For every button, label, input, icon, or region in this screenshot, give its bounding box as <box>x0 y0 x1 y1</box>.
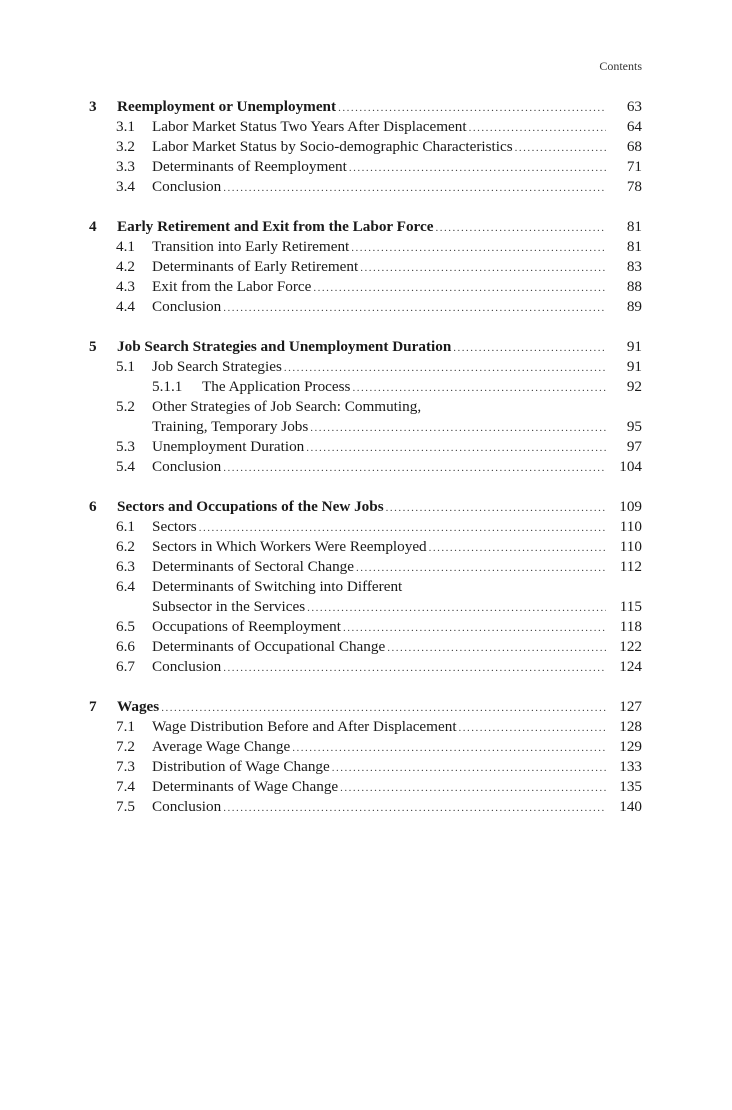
running-head: Contents <box>599 59 642 73</box>
section-number: 5.1.1 <box>152 378 183 395</box>
page-number: 88 <box>626 278 642 295</box>
table-of-contents <box>0 97 732 837</box>
section-number: 5.3 <box>116 438 135 455</box>
section-title: Unemployment Duration <box>152 438 305 455</box>
dot-leader <box>306 438 606 458</box>
section-title: Job Search Strategies <box>152 358 282 375</box>
dot-leader <box>307 598 606 618</box>
section-title: Determinants of Occupational Change <box>152 638 386 655</box>
section-title: Labor Market Status by Socio-demographic Characteristics <box>152 138 513 155</box>
section-number: 3.1 <box>116 118 135 135</box>
entry-line <box>152 777 642 798</box>
section-number: 5.2 <box>116 398 135 415</box>
page-number: 124 <box>619 658 642 675</box>
dot-leader <box>356 558 606 578</box>
dot-leader <box>459 718 606 738</box>
entry-line <box>152 617 642 638</box>
chapter-title: Sectors and Occupations of the New Jobs <box>117 498 384 515</box>
section-title: Determinants of Switching into Different <box>152 578 403 595</box>
dot-leader <box>351 238 606 258</box>
entry-line <box>152 577 642 597</box>
entry-line <box>152 157 642 178</box>
entry-line <box>152 657 642 678</box>
page-number: 83 <box>626 258 642 275</box>
section-number: 7.1 <box>116 718 135 735</box>
section-number: 7.3 <box>116 758 135 775</box>
section-entry[interactable] <box>0 797 732 817</box>
section-title: Subsector in the Services <box>152 598 306 615</box>
section-entry[interactable] <box>0 557 732 577</box>
chapter-title: Early Retirement and Exit from the Labor Force <box>117 218 434 235</box>
section-title: Distribution of Wage Change <box>152 758 330 775</box>
section-title: Other Strategies of Job Search: Commuting, <box>152 398 422 415</box>
page-number: 133 <box>619 758 642 775</box>
chapter-number: 7 <box>89 698 97 715</box>
dot-leader <box>515 138 606 158</box>
entry-line <box>152 597 642 618</box>
section-number: 3.2 <box>116 138 135 155</box>
section-entry[interactable] <box>0 457 732 477</box>
section-title: Sectors <box>152 518 197 535</box>
page-number: 127 <box>619 698 642 715</box>
page-number: 140 <box>619 798 642 815</box>
section-title: Determinants of Sectoral Change <box>152 558 355 575</box>
section-entry-continued[interactable] <box>0 417 732 437</box>
section-title: The Application Process <box>202 378 351 395</box>
section-title: Sectors in Which Workers Were Reemployed <box>152 538 427 555</box>
section-entry[interactable] <box>0 577 732 597</box>
dot-leader <box>332 758 606 778</box>
page-number: 97 <box>626 438 642 455</box>
section-number: 5.4 <box>116 458 135 475</box>
entry-line <box>202 377 642 398</box>
entry-line <box>152 117 642 138</box>
chapter-title: Job Search Strategies and Unemployment Duration <box>117 338 452 355</box>
chapter-entry[interactable] <box>0 97 732 117</box>
entry-line <box>152 757 642 778</box>
dot-leader <box>284 358 606 378</box>
dot-leader <box>338 98 606 118</box>
section-number: 6.6 <box>116 638 135 655</box>
section-title: Conclusion <box>152 458 222 475</box>
section-number: 7.2 <box>116 738 135 755</box>
section-entry[interactable] <box>0 637 732 657</box>
section-entry[interactable] <box>0 537 732 557</box>
chapter-block <box>0 497 732 677</box>
section-title: Determinants of Wage Change <box>152 778 339 795</box>
section-entry[interactable] <box>0 297 732 317</box>
section-entry[interactable] <box>0 277 732 297</box>
dot-leader <box>199 518 606 538</box>
section-number: 6.5 <box>116 618 135 635</box>
page-number: 68 <box>626 138 642 155</box>
section-title: Determinants of Reemployment <box>152 158 347 175</box>
section-number: 6.1 <box>116 518 135 535</box>
dot-leader <box>223 458 606 478</box>
chapter-title: Wages <box>117 698 160 715</box>
page-number: 81 <box>626 238 642 255</box>
dot-leader <box>469 118 606 138</box>
page-number: 71 <box>626 158 642 175</box>
page-number: 81 <box>626 218 642 235</box>
section-title: Average Wage Change <box>152 738 291 755</box>
page-number: 78 <box>626 178 642 195</box>
chapter-block <box>0 97 732 197</box>
chapter-block <box>0 697 732 817</box>
entry-line <box>152 417 642 438</box>
section-number: 4.2 <box>116 258 135 275</box>
section-title: Occupations of Reemployment <box>152 618 341 635</box>
page-number: 63 <box>626 98 642 115</box>
section-number: 6.4 <box>116 578 135 595</box>
dot-leader <box>223 298 606 318</box>
dot-leader <box>360 258 606 278</box>
dot-leader <box>352 378 606 398</box>
dot-leader <box>340 778 606 798</box>
section-title: Labor Market Status Two Years After Displacement <box>152 118 467 135</box>
entry-line <box>152 557 642 578</box>
section-entry[interactable] <box>0 737 732 757</box>
dot-leader <box>343 618 606 638</box>
section-entry[interactable] <box>0 257 732 277</box>
dot-leader <box>436 218 607 238</box>
chapter-block <box>0 337 732 477</box>
section-entry[interactable] <box>0 757 732 777</box>
dot-leader <box>223 658 606 678</box>
entry-line <box>152 517 642 538</box>
chapter-number: 5 <box>89 338 97 355</box>
dot-leader <box>223 798 606 818</box>
chapter-entry[interactable] <box>0 497 732 517</box>
section-number: 4.3 <box>116 278 135 295</box>
dot-leader <box>387 638 606 658</box>
entry-line <box>152 737 642 758</box>
section-number: 7.4 <box>116 778 135 795</box>
section-entry[interactable] <box>0 137 732 157</box>
section-entry[interactable] <box>0 397 732 417</box>
entry-line <box>117 337 642 358</box>
section-entry[interactable] <box>0 717 732 737</box>
entry-line <box>152 637 642 658</box>
section-title: Conclusion <box>152 178 222 195</box>
page-number: 95 <box>626 418 642 435</box>
chapter-entry[interactable] <box>0 697 732 717</box>
section-title: Exit from the Labor Force <box>152 278 312 295</box>
page-number: 115 <box>619 598 642 615</box>
section-number: 6.7 <box>116 658 135 675</box>
section-number: 4.4 <box>116 298 135 315</box>
dot-leader <box>453 338 606 358</box>
entry-line <box>117 697 642 718</box>
page-number: 89 <box>626 298 642 315</box>
entry-line <box>152 537 642 558</box>
section-number: 4.1 <box>116 238 135 255</box>
entry-line <box>152 237 642 258</box>
page-number: 109 <box>619 498 642 515</box>
section-title: Transition into Early Retirement <box>152 238 350 255</box>
dot-leader <box>313 278 606 298</box>
section-title: Conclusion <box>152 298 222 315</box>
dot-leader <box>386 498 606 518</box>
section-number: 3.4 <box>116 178 135 195</box>
section-entry[interactable] <box>0 517 732 537</box>
section-number: 3.3 <box>116 158 135 175</box>
entry-line <box>152 137 642 158</box>
chapter-title: Reemployment or Unemployment <box>117 98 337 115</box>
section-entry[interactable] <box>0 237 732 257</box>
page-number: 64 <box>626 118 642 135</box>
dot-leader <box>223 178 606 198</box>
page-number: 122 <box>619 638 642 655</box>
section-title: Wage Distribution Before and After Displacement <box>152 718 457 735</box>
entry-line <box>152 797 642 818</box>
entry-line <box>117 217 642 238</box>
entry-line <box>152 257 642 278</box>
section-entry[interactable] <box>0 157 732 177</box>
entry-line <box>152 397 642 417</box>
chapter-number: 6 <box>89 498 97 515</box>
page-number: 128 <box>619 718 642 735</box>
section-entry-continued[interactable] <box>0 597 732 617</box>
section-entry[interactable] <box>0 657 732 677</box>
section-entry[interactable] <box>0 777 732 797</box>
subsection-entry[interactable] <box>0 377 732 397</box>
entry-line <box>152 437 642 458</box>
section-number: 5.1 <box>116 358 135 375</box>
section-entry[interactable] <box>0 357 732 377</box>
page-number: 118 <box>619 618 642 635</box>
entry-line <box>117 497 642 518</box>
section-title: Conclusion <box>152 798 222 815</box>
section-entry[interactable] <box>0 437 732 457</box>
chapter-number: 3 <box>89 98 97 115</box>
dot-leader <box>292 738 606 758</box>
section-number: 6.3 <box>116 558 135 575</box>
chapter-entry[interactable] <box>0 337 732 357</box>
section-title: Conclusion <box>152 658 222 675</box>
page-number: 91 <box>626 338 642 355</box>
chapter-block <box>0 217 732 317</box>
section-entry[interactable] <box>0 117 732 137</box>
entry-line <box>152 277 642 298</box>
page-number: 104 <box>619 458 642 475</box>
dot-leader <box>429 538 606 558</box>
section-title: Determinants of Early Retirement <box>152 258 359 275</box>
page-number: 135 <box>619 778 642 795</box>
page-number: 91 <box>626 358 642 375</box>
chapter-number: 4 <box>89 218 97 235</box>
section-entry[interactable] <box>0 177 732 197</box>
entry-line <box>117 97 642 118</box>
page-number: 129 <box>619 738 642 755</box>
entry-line <box>152 357 642 378</box>
dot-leader <box>310 418 606 438</box>
page-number: 110 <box>619 518 642 535</box>
entry-line <box>152 717 642 738</box>
entry-line <box>152 297 642 318</box>
section-number: 7.5 <box>116 798 135 815</box>
page-number: 110 <box>619 538 642 555</box>
entry-line <box>152 177 642 198</box>
chapter-entry[interactable] <box>0 217 732 237</box>
dot-leader <box>161 698 606 718</box>
dot-leader <box>349 158 606 178</box>
section-number: 6.2 <box>116 538 135 555</box>
section-entry[interactable] <box>0 617 732 637</box>
page-number: 92 <box>626 378 642 395</box>
section-title: Training, Temporary Jobs <box>152 418 309 435</box>
entry-line <box>152 457 642 478</box>
page-number: 112 <box>619 558 642 575</box>
